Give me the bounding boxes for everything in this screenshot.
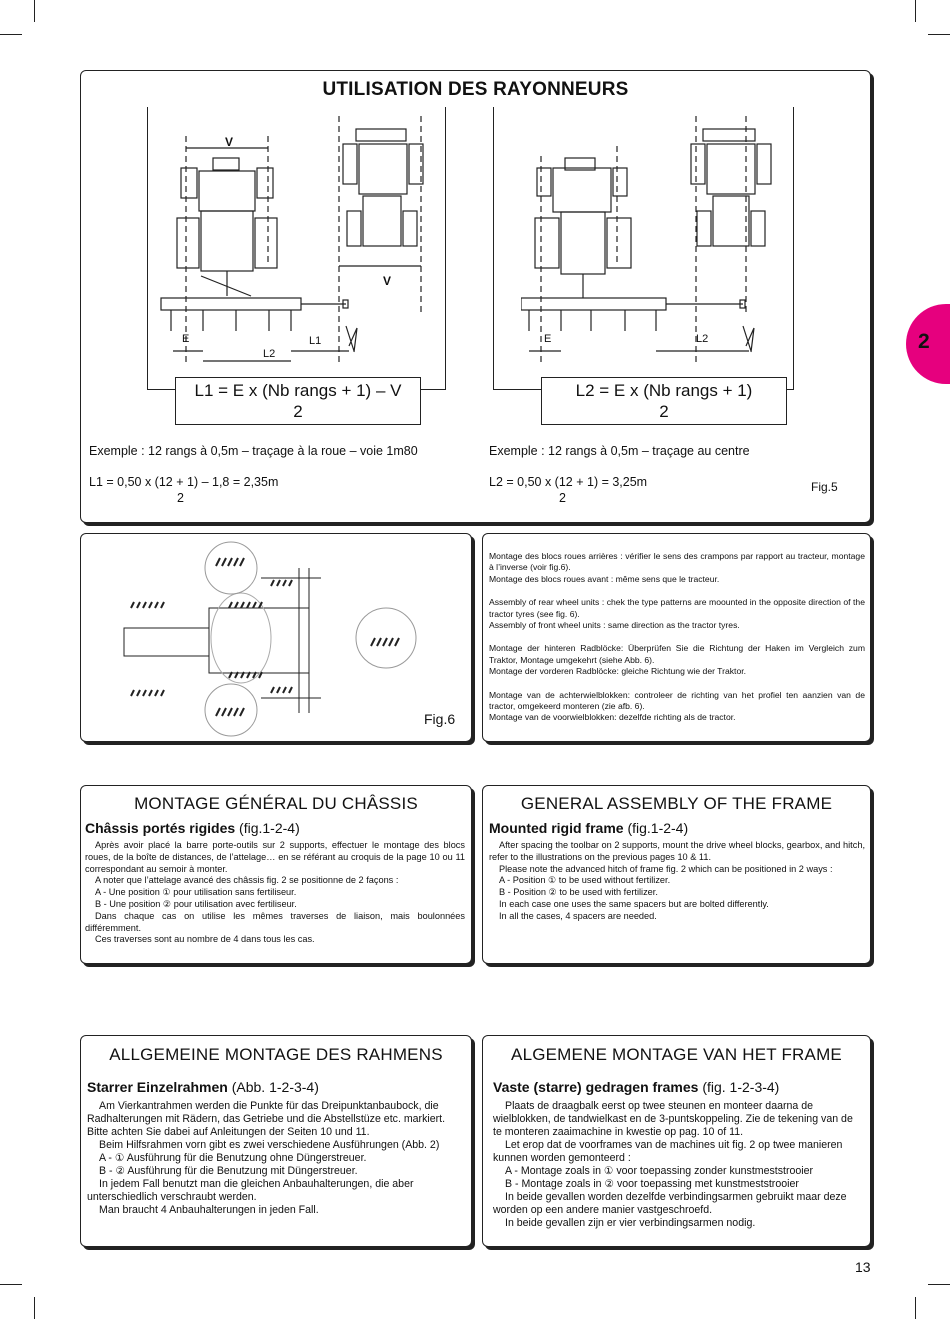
crop-mark: [928, 1284, 950, 1285]
label-l2-left: L2: [263, 348, 276, 360]
fig5-title: UTILISATION DES RAYONNEURS: [322, 79, 629, 100]
section-nl-title: ALGEMENE MONTAGE VAN HET FRAME: [511, 1045, 842, 1064]
section-fr-line: A noter que l’attelage avancé des châssis fig. 2 se positionne de 2 façons :: [95, 875, 399, 886]
section-fr-subtitle: [85, 820, 300, 836]
section-fr: [80, 785, 472, 964]
section-de-subtitle: [87, 1079, 319, 1095]
section-nl-subtitle: [493, 1079, 779, 1095]
section-fr-line: A - Une position ① pour utilisation sans fertiliseur.: [95, 887, 297, 898]
calc-right-denominator: 2: [559, 491, 566, 505]
section-de-line: In jedem Fall benutzt man die gleichen Anbauhalterungen, die aber unterschiedlich verschraubt werden.: [87, 1178, 414, 1203]
label-e-left: E: [182, 333, 190, 345]
section-en-subtitle-ref: (fig.1-2-4): [623, 820, 689, 836]
label-v-top: V: [225, 135, 234, 149]
calc-right: L2 = 0,50 x (12 + 1) = 3,25m: [489, 475, 648, 489]
section-en-title: GENERAL ASSEMBLY OF THE FRAME: [520, 794, 833, 813]
section-en-subtitle-bold: Mounted rigid frame: [489, 820, 624, 836]
calc-left: L1 = 0,50 x (12 + 1) – 1,8 = 2,35m: [89, 475, 279, 489]
section-en-line: B - Position ② to be used with fertilizer.: [499, 887, 658, 898]
section-nl-subtitle-bold: Vaste (starre) gedragen frames: [493, 1079, 699, 1095]
section-fr-line: Après avoir placé la barre porte-outils sur 2 supports, effectuer le montage des blocs roues, de la boîte de distances, de l’attelage… en se référant au croquis de la page 10 ou 11 correspondant au semoir à monter.: [85, 840, 465, 874]
section-nl-line: Plaats de draagbalk eerst op twee steunen en monteer daarna de wielblokken, de tandwielkast en de 3-puntskoppeling. Zie de tekening van de te monteren zaaimachine in kwestie op pag. 10 of 11.: [493, 1100, 853, 1138]
crop-mark: [0, 34, 22, 35]
section-nl-line: B - Montage zoals in ② voor toepassing met kunstmeststrooier: [505, 1178, 799, 1190]
section-de-title: ALLGEMEINE MONTAGE DES RAHMENS: [109, 1045, 443, 1064]
section-fr-line: Ces traverses sont au nombre de 4 dans tous les cas.: [95, 934, 315, 945]
example-left: Exemple : 12 rangs à 0,5m – traçage à la roue – voie 1m80: [89, 444, 418, 458]
section-en-line: A - Position ① to be used without fertilizer.: [499, 875, 671, 886]
section-de-line: Beim Hilfsrahmen vorn gibt es zwei verschiedene Ausführungen (Abb. 2): [99, 1139, 440, 1151]
fig6-diagram-panel: [80, 533, 472, 742]
section-de-line: B - ② Ausführung für die Benutzung mit Düngerstreuer.: [99, 1165, 358, 1177]
formula-l1-denominator: 2: [293, 402, 303, 421]
fig6-text-nl: Montage van de achterwielblokken: controleer de richting van het profiel ten aanzien van de tractor, omgekeerd monteren (zie afb. 6). Montage van de voorwielblokken: dezelfde richting als de tractor.: [489, 689, 865, 723]
fig6-text: [489, 551, 865, 724]
section-fr-title: MONTAGE GÉNÉRAL DU CHÂSSIS: [134, 794, 418, 813]
section-de-subtitle-ref: (Abb. 1-2-3-4): [227, 1079, 319, 1095]
section-de-body: [87, 1100, 461, 1217]
formula-l2-numerator: L2 = E x (Nb rangs + 1): [575, 381, 753, 400]
section-nl-line: Let erop dat de voorframes van de machines uit fig. 2 op twee manieren kunnen worden gemonteerd :: [493, 1139, 843, 1164]
fig6-text-panel: [482, 533, 871, 742]
crop-mark: [34, 0, 35, 22]
section-en-line: In all the cases, 4 spacers are needed.: [499, 910, 657, 921]
fig5-panel: [80, 70, 871, 523]
fig5-label: Fig.5: [811, 480, 838, 494]
label-e-right: E: [544, 333, 552, 345]
label-l1-left: L1: [309, 335, 322, 347]
section-de-line: A - ① Ausführung für die Benutzung ohne Düngerstreuer.: [99, 1152, 367, 1164]
chapter-tab: [906, 304, 950, 384]
section-fr-line: Dans chaque cas on utilise les mêmes traverses de liaison, mais boulonnées différemment.: [85, 910, 465, 933]
section-en-line: Please note the advanced hitch of frame fig. 2 which can be positioned in 2 ways :: [499, 863, 833, 874]
fig6-label: Fig.6: [424, 711, 456, 727]
label-v-bottom: V: [383, 274, 392, 288]
formula-l2: [541, 377, 787, 425]
section-de-line: Am Vierkantrahmen werden die Punkte für das Dreipunktanbaubock, die Radhalterungen mit Rädern, das Getriebe und die Abstellstüze etc. markiert. Bitte achten Sie dabei auf Anleitungen der Seiten 10 und 11.: [87, 1100, 446, 1138]
fig5-right-diagram: [521, 116, 791, 366]
fig6-wheel-diagram: [121, 538, 421, 738]
fig6-text-de: Montage der hinteren Radblöcke: Überprüfen Sie die Richtung der Haken im Vergleich zum Traktor, Montage umgekehrt (siehe Abb. 6). Montage der vorderen Radblöcke: gleiche Richtung wie der Traktor.: [489, 643, 865, 677]
fig5-left-diagram: [151, 116, 441, 366]
section-nl-subtitle-ref: (fig. 1-2-3-4): [698, 1079, 780, 1095]
section-de-subtitle-bold: Starrer Einzelrahmen: [87, 1079, 228, 1095]
formula-l1: [175, 377, 421, 425]
crop-mark: [928, 34, 950, 35]
section-fr-body: [85, 840, 465, 946]
section-nl-line: In beide gevallen zijn er vier verbindingsarmen nodig.: [505, 1217, 756, 1229]
crop-mark: [34, 1297, 35, 1319]
example-right: Exemple : 12 rangs à 0,5m – traçage au centre: [489, 444, 750, 458]
section-en-body: [489, 840, 865, 923]
crop-mark: [0, 1284, 22, 1285]
section-en: [482, 785, 871, 964]
section-de-line: Man braucht 4 Anbauhalterungen in jeden Fall.: [99, 1204, 319, 1216]
section-en-line: After spacing the toolbar on 2 supports, mount the drive wheel blocks, gearbox, and hitch, refer to the illustrations on the previous pages 10 & 11.: [489, 840, 865, 862]
section-en-line: In each case one uses the same spacers but are bolted differently.: [499, 898, 769, 909]
crop-mark: [915, 0, 916, 22]
section-nl: [482, 1035, 871, 1247]
chapter-tab-number: 2: [918, 330, 930, 353]
calc-left-denominator: 2: [177, 491, 184, 505]
formula-l2-denominator: 2: [659, 402, 669, 421]
section-nl-line: A - Montage zoals in ① voor toepassing zonder kunstmeststrooier: [505, 1165, 814, 1177]
section-nl-body: [493, 1100, 863, 1230]
page-number: 13: [855, 1259, 871, 1275]
label-l2-right: L2: [696, 333, 709, 345]
section-fr-subtitle-bold: Châssis portés rigides: [85, 820, 236, 836]
fig6-text-en: Assembly of rear wheel units : chek the type patterns are moounted in the opposite direction of the tractor tyres (see fig. 6). Assembly of front wheel units : same direction as the tractor tyres.: [489, 597, 865, 631]
section-de: [80, 1035, 472, 1247]
section-fr-line: B - Une position ② pour utilisation avec fertiliseur.: [95, 898, 297, 909]
section-fr-subtitle-ref: (fig.1-2-4): [235, 820, 300, 836]
section-nl-line: In beide gevallen worden dezelfde verbindingsarmen gebruikt maar deze worden op een andere manier vastgeschroefd.: [493, 1191, 847, 1216]
section-en-subtitle: [489, 820, 688, 836]
crop-mark: [915, 1297, 916, 1319]
formula-l1-numerator: L1 = E x (Nb rangs + 1) – V: [194, 381, 402, 400]
fig6-text-fr: Montage des blocs roues arrières : vérifier le sens des crampons par rapport au tracteur, montage à l’inverse (voir fig.6). Montage des blocs roues avant : même sens que le tracteur.: [489, 551, 865, 584]
